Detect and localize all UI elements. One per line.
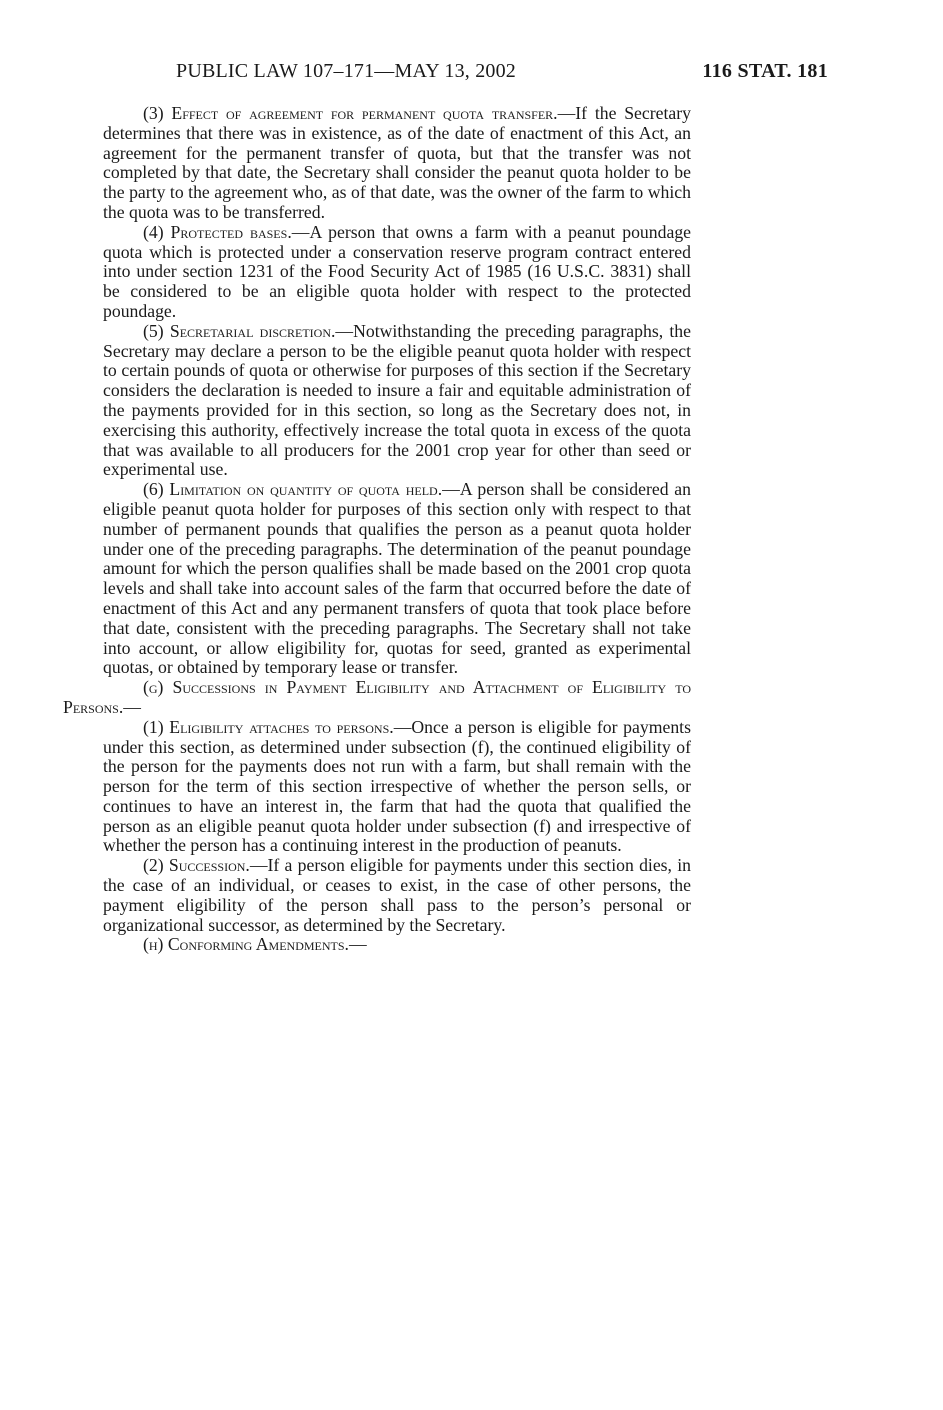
statute-page-number: 116 STAT. 181: [702, 60, 828, 82]
paragraph-succession: [103, 856, 691, 935]
subsection-heading: (h) Conforming Amendments.: [143, 934, 349, 955]
paragraph-effect-of-agreement: [103, 104, 691, 223]
paragraph-text: —If a person eligible for payments under this section dies, in the case of an individual, or ceases to exist, in the case of other persons, the payment eligibility of the person shall pass to the person’s personal or organizational successor, as determined by the Secretary.: [103, 855, 691, 935]
subsection-dash: —: [348, 934, 367, 955]
paragraph-text: —A person shall be considered an eligible peanut quota holder for purposes of this section only with respect to that number of permanent pounds that qualifies the person as a peanut quota holder under one of the preceding paragraphs. The determination of the peanut poundage amount for which the person qualifies shall be made based on the 2001 crop quota levels and shall take into account sales of the farm that occurred before the date of enactment of this Act and any permanent transfers of quota that took place before that date, consistent with the preceding paragraphs. The Secretary shall not take into account, or allow eligibility for, quotas for seed, granted as experimental quotas, or obtained by temporary lease or transfer.: [103, 479, 691, 678]
paragraph-text: —Once a person is eligible for payments under this section, as determined under subsection (f), the continued eligibility of the person for the payments does not run with a farm, but shall remain with the person for the term of this section irrespective of whether the person sells, or continues to have an interest in, the farm that had the quota that qualified the person as an eligible peanut quota holder under subsection (f) and irrespective of whether the person has a continuing interest in the production of peanuts.: [103, 716, 691, 856]
paragraph-heading: (2) Succession.: [143, 855, 250, 876]
subsection-heading: (g) Successions in Payment Eligibility and Attachment of Eligibility to Persons.: [63, 677, 691, 717]
paragraph-heading: (4) Protected bases.: [143, 221, 292, 242]
paragraph-heading: (1) Eligibility attaches to persons.: [143, 716, 394, 737]
paragraph-limitation-on-quantity: [103, 480, 691, 678]
subsection-dash: —: [123, 696, 141, 717]
body-text: [63, 103, 692, 955]
paragraph-protected-bases: [103, 223, 691, 322]
paragraph-heading: (5) Secretarial discretion.: [143, 320, 336, 341]
paragraph-heading: (3) Effect of agreement for permanent quota transfer.: [143, 103, 558, 123]
running-head: [176, 60, 828, 84]
paragraph-text: —A person that owns a farm with a peanut poundage quota which is protected under a conservation reserve program contract entered into under section 1231 of the Food Security Act of 1985 (16 U.S.C. 3831) shall be considered to be an eligible quota holder with respect to the protected poundage.: [103, 221, 692, 321]
paragraph-text: —If the Secretary determines that there was in existence, as of the date of enactment of this Act, an agreement for the permanent transfer of quota, but that the transfer was not completed by that date, the Secretary shall consider the peanut quota holder to be the party to the agreement who, as of that date, was the owner of the farm to which the quota was to be transferred.: [103, 103, 691, 222]
subsection-g-heading: [63, 678, 691, 718]
paragraph-heading: (6) Limitation on quantity of quota held.: [143, 479, 443, 500]
paragraph-text: —Notwithstanding the preceding paragraphs, the Secretary may declare a person to be the eligible peanut quota holder with respect to certain pounds of quota or otherwise for purposes of this section if the Secretary considers the declaration is needed to insure a fair and equitable administration of the payments provided for in this section, so long as the Secretary does not, in exercising this authority, effectively increase the total quota in excess of the quota that was available to all producers for the 2001 crop year for other than seed or experimental use.: [103, 320, 691, 480]
paragraph-secretarial-discretion: [103, 322, 691, 480]
subsection-h-heading: [103, 935, 691, 955]
public-law-title: PUBLIC LAW 107–171—MAY 13, 2002: [176, 60, 516, 82]
paragraph-eligibility-attaches: [103, 718, 691, 857]
